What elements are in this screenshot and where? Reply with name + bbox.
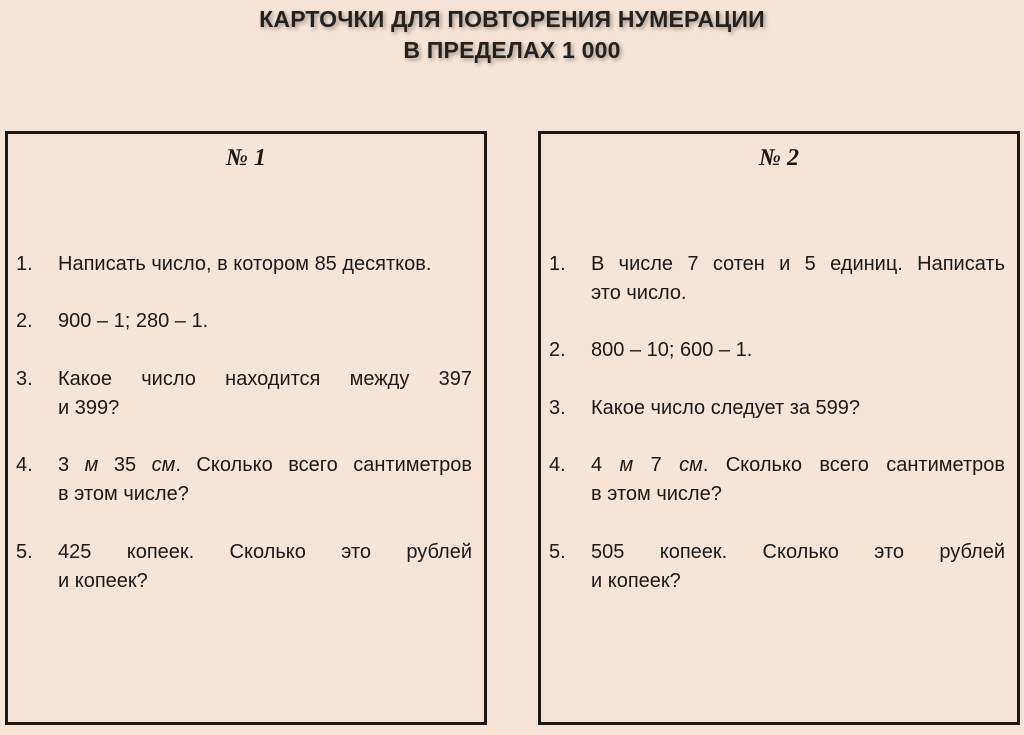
task-line: в этом числе?	[591, 483, 722, 505]
task-line: Написать число, в котором 85 десятков.	[58, 253, 432, 275]
task-line: и 399?	[58, 397, 120, 419]
task-value: 7	[650, 454, 662, 476]
task-line: В числе 7 сотен и 5 единиц. Написать	[591, 253, 1005, 275]
card-2	[538, 131, 1020, 725]
task-number: 3.	[16, 368, 33, 390]
task-rest: . Сколько всего сантиметров	[175, 454, 472, 476]
task-number: 4.	[16, 454, 33, 476]
task-value: 3	[58, 454, 70, 476]
task-line: Какое число следует за 599?	[591, 397, 861, 419]
task-line	[58, 451, 472, 480]
task-text	[58, 451, 472, 509]
card-number: № 1	[226, 145, 266, 171]
task-line: 505 копеек. Сколько это рублей	[591, 541, 1005, 563]
task-line: в этом числе?	[58, 483, 189, 505]
card-1	[5, 131, 487, 725]
task-number: 1.	[549, 253, 566, 275]
task-line: и копеек?	[591, 570, 681, 592]
task-number: 2.	[549, 339, 566, 361]
task-line: это число.	[591, 282, 687, 304]
task-value: 4	[591, 454, 603, 476]
task-line	[591, 451, 1005, 480]
task-line: 900 – 1; 280 – 1.	[58, 310, 209, 332]
task-number: 5.	[16, 541, 33, 563]
task-line: Какое число находится между 397	[58, 368, 472, 390]
task-line: и копеек?	[58, 570, 148, 592]
title-line-1: КАРТОЧКИ ДЛЯ ПОВТОРЕНИЯ НУМЕРАЦИИ	[259, 6, 765, 32]
task-number: 3.	[549, 397, 566, 419]
task-text	[58, 365, 472, 423]
task-rest: . Сколько всего сантиметров	[702, 454, 1005, 476]
task-line: 800 – 10; 600 – 1.	[591, 339, 753, 361]
task-number: 2.	[16, 310, 33, 332]
page-title	[0, 4, 1024, 66]
task-text	[591, 538, 1005, 596]
unit-centimeters: см	[151, 454, 176, 476]
task-line: 425 копеек. Сколько это рублей	[58, 541, 472, 563]
task-number: 1.	[16, 253, 33, 275]
task-number: 4.	[549, 454, 566, 476]
unit-meters: м	[619, 454, 634, 476]
unit-meters: м	[84, 454, 99, 476]
task-text	[58, 307, 472, 336]
task-text	[591, 250, 1005, 308]
task-text	[58, 538, 472, 596]
unit-centimeters: см	[679, 454, 703, 476]
card-number: № 2	[759, 145, 799, 171]
task-text	[591, 394, 1005, 423]
title-line-2: В ПРЕДЕЛАХ 1 000	[403, 37, 621, 63]
task-number: 5.	[549, 541, 566, 563]
task-text	[58, 250, 472, 279]
task-value: 35	[113, 454, 137, 476]
task-text	[591, 451, 1005, 509]
task-text	[591, 336, 1005, 365]
